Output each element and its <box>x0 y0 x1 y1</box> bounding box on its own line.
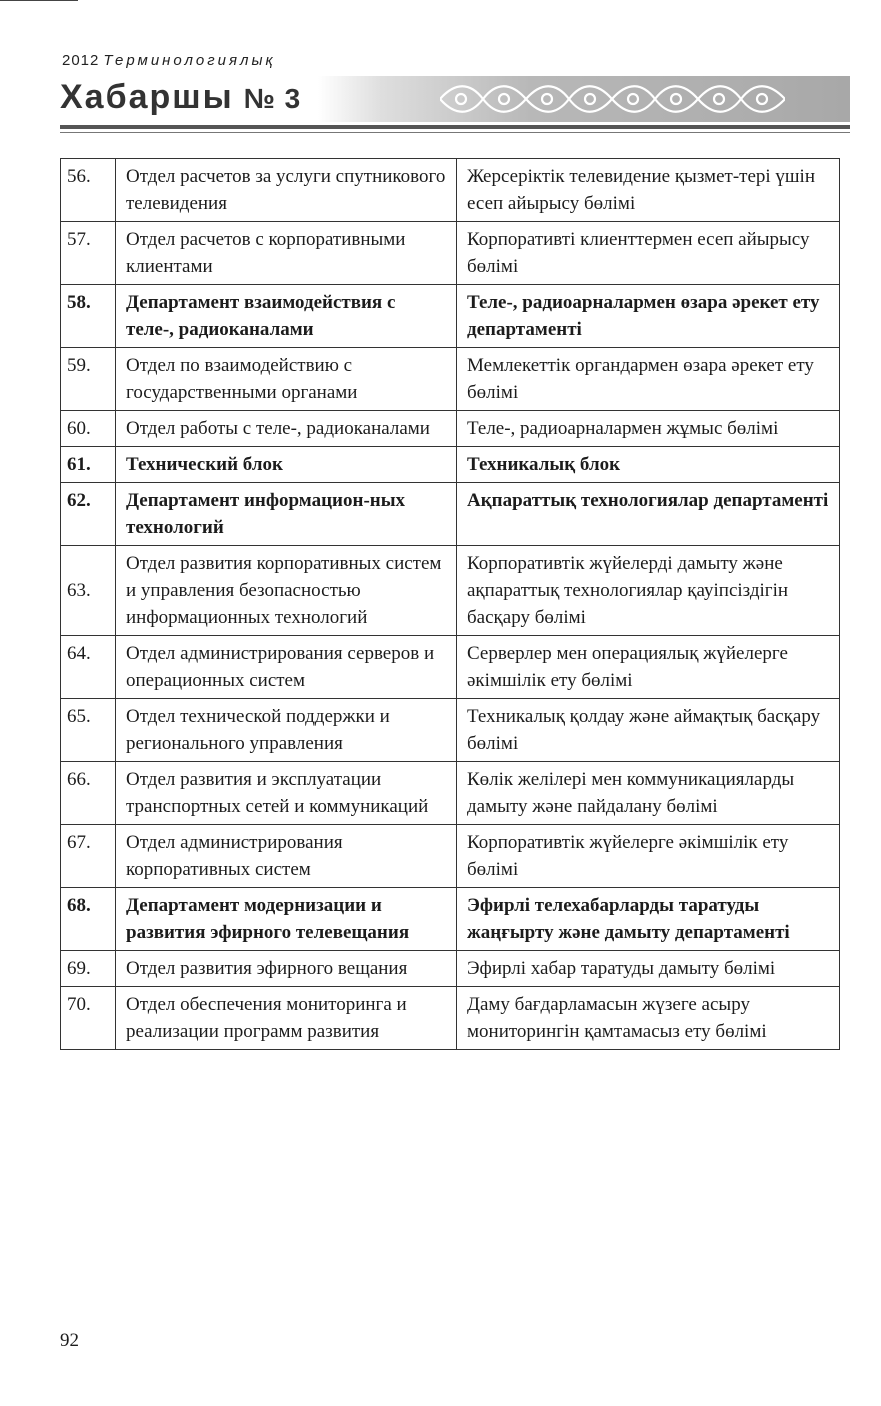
row-number: 58. <box>61 285 116 348</box>
russian-term: Департамент взаимодействия с теле-, радиоканалами <box>116 285 457 348</box>
row-number: 59. <box>61 348 116 411</box>
header-ornament-icon <box>440 82 785 116</box>
kazakh-term: Корпоративті клиенттермен есеп айырысу бөлімі <box>457 222 840 285</box>
table-row <box>61 222 840 285</box>
header-subtitle: Терминологиялық <box>103 52 276 69</box>
kazakh-term: Теле-, радиоарналармен өзара әрекет ету департаменті <box>457 285 840 348</box>
russian-term: Департамент информацион-ных технологий <box>116 483 457 546</box>
kazakh-term: Мемлекеттік органдармен өзара әрекет ету бөлімі <box>457 348 840 411</box>
table-row <box>61 546 840 636</box>
journal-title <box>60 78 301 117</box>
running-header-year <box>62 52 276 69</box>
page-number: 92 <box>60 1330 79 1351</box>
row-number: 68. <box>61 888 116 951</box>
russian-term: Отдел развития корпоративных систем и управления безопасностью информационных технологий <box>116 546 457 636</box>
kazakh-term: Ақпараттық технологиялар департаменті <box>457 483 840 546</box>
russian-term: Отдел расчетов за услуги спутникового телевидения <box>116 159 457 222</box>
table-row <box>61 888 840 951</box>
kazakh-term: Серверлер мен операциялық жүйелерге әкімшілік ету бөлімі <box>457 636 840 699</box>
kazakh-term: Көлік желілері мен коммуникацияларды дамыту және пайдалану бөлімі <box>457 762 840 825</box>
russian-term: Технический блок <box>116 447 457 483</box>
terms-table-body <box>61 159 840 1050</box>
table-row <box>61 483 840 546</box>
journal-name: Хабаршы <box>60 78 234 116</box>
header-rule-thick <box>60 125 850 129</box>
kazakh-term: Жерсеріктік телевидение қызмет-тері үшін есеп айырысу бөлімі <box>457 159 840 222</box>
header-year: 2012 <box>62 52 100 69</box>
table-row <box>61 447 840 483</box>
table-row <box>61 987 840 1050</box>
russian-term: Отдел расчетов с корпоративными клиентами <box>116 222 457 285</box>
kazakh-term: Теле-, радиоарналармен жұмыс бөлімі <box>457 411 840 447</box>
table-row <box>61 285 840 348</box>
row-number: 57. <box>61 222 116 285</box>
russian-term: Отдел по взаимодействию с государственными органами <box>116 348 457 411</box>
table-row <box>61 411 840 447</box>
top-corner-rule <box>0 0 78 1</box>
table-row <box>61 636 840 699</box>
russian-term: Отдел работы с теле-, радиоканалами <box>116 411 457 447</box>
row-number: 56. <box>61 159 116 222</box>
russian-term: Отдел технической поддержки и регионального управления <box>116 699 457 762</box>
table-row <box>61 699 840 762</box>
terms-table <box>60 158 840 1050</box>
header-rule-thin <box>60 132 850 133</box>
table-row <box>61 348 840 411</box>
row-number: 66. <box>61 762 116 825</box>
kazakh-term: Техникалық қолдау және аймақтық басқару бөлімі <box>457 699 840 762</box>
row-number: 62. <box>61 483 116 546</box>
russian-term: Отдел администрирования серверов и операционных систем <box>116 636 457 699</box>
russian-term: Отдел обеспечения мониторинга и реализации программ развития <box>116 987 457 1050</box>
kazakh-term: Техникалық блок <box>457 447 840 483</box>
row-number: 67. <box>61 825 116 888</box>
row-number: 69. <box>61 951 116 987</box>
kazakh-term: Корпоративтік жүйелерді дамыту және ақпараттық технологиялар қауіпсіздігін басқару бөлімі <box>457 546 840 636</box>
kazakh-term: Эфирлі телехабарларды таратуды жаңғырту және дамыту департаменті <box>457 888 840 951</box>
issue-number: № 3 <box>243 83 302 114</box>
kazakh-term: Корпоративтік жүйелерге әкімшілік ету бөлімі <box>457 825 840 888</box>
row-number: 61. <box>61 447 116 483</box>
row-number: 70. <box>61 987 116 1050</box>
row-number: 63. <box>61 546 116 636</box>
table-row <box>61 951 840 987</box>
russian-term: Отдел администрирования корпоративных систем <box>116 825 457 888</box>
row-number: 60. <box>61 411 116 447</box>
row-number: 64. <box>61 636 116 699</box>
table-row <box>61 159 840 222</box>
table-row <box>61 762 840 825</box>
russian-term: Отдел развития эфирного вещания <box>116 951 457 987</box>
russian-term: Департамент модернизации и развития эфирного телевещания <box>116 888 457 951</box>
russian-term: Отдел развития и эксплуатации транспортных сетей и коммуникаций <box>116 762 457 825</box>
kazakh-term: Даму бағдарламасын жүзеге асыру мониторингін қамтамасыз ету бөлімі <box>457 987 840 1050</box>
table-row <box>61 825 840 888</box>
row-number: 65. <box>61 699 116 762</box>
kazakh-term: Эфирлі хабар таратуды дамыту бөлімі <box>457 951 840 987</box>
